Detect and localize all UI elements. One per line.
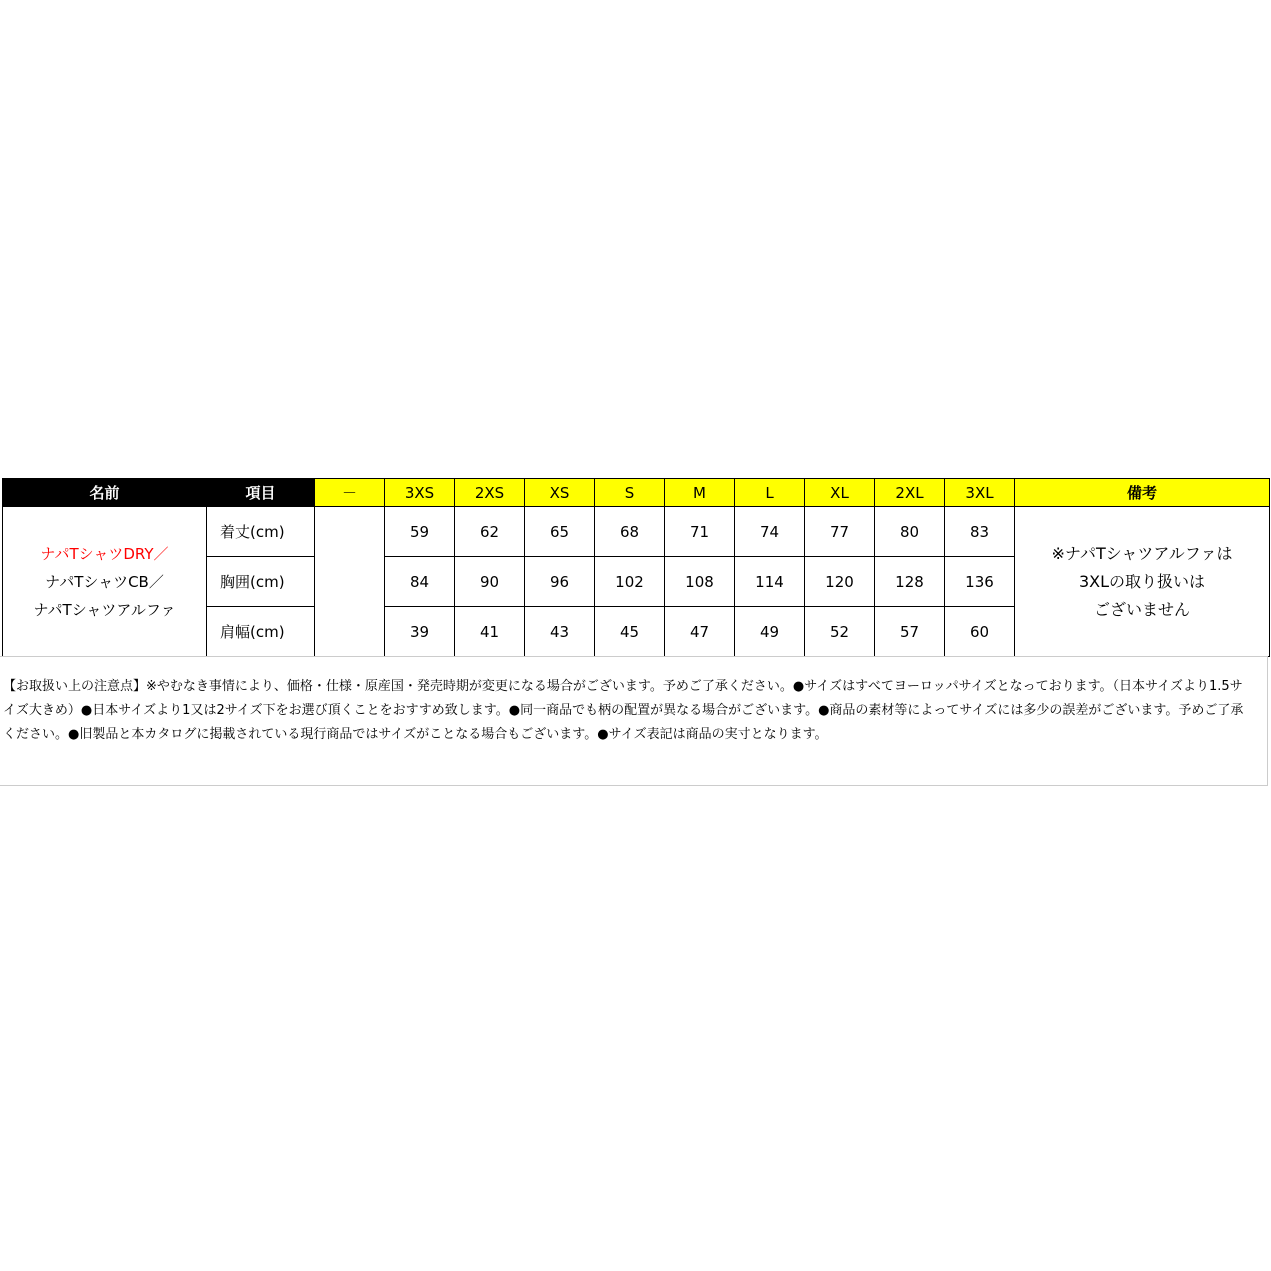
product-names-cell bbox=[3, 507, 207, 657]
size-table bbox=[2, 478, 1270, 657]
product-name-cb: ナパTシャツCB／ bbox=[45, 572, 164, 591]
item-header: 項目 bbox=[207, 479, 315, 507]
table-cell: 80 bbox=[875, 507, 945, 557]
product-name-alpha: ナパTシャツアルファ bbox=[33, 600, 176, 619]
dash-header: － bbox=[315, 479, 385, 507]
table-cell: 65 bbox=[525, 507, 595, 557]
table-cell: 57 bbox=[875, 607, 945, 657]
table-row bbox=[3, 507, 1270, 557]
table-cell: 102 bbox=[595, 557, 665, 607]
dash-column-cell bbox=[315, 507, 385, 657]
table-cell: 114 bbox=[735, 557, 805, 607]
table-cell: 47 bbox=[665, 607, 735, 657]
row-label-shoulder: 肩幅(cm) bbox=[207, 607, 315, 657]
table-cell: 41 bbox=[455, 607, 525, 657]
table-cell: 128 bbox=[875, 557, 945, 607]
header-row bbox=[3, 479, 1270, 507]
size-header-2xs: 2XS bbox=[455, 479, 525, 507]
remarks-line: ございません bbox=[1093, 599, 1190, 619]
table-cell: 49 bbox=[735, 607, 805, 657]
remarks-line: 3XLの取り扱いは bbox=[1078, 571, 1206, 591]
notes-text: 【お取扱い上の注意点】※やむなき事情により、価格・仕様・原産国・発売時期が変更になる場合がございます。予めご了承ください。●サイズはすべてヨーロッパサイズとなっております。（日本サイズより1.5サイズ大きめ）●日本サイズより1又は2サイズ下をお選び頂くことをおすすめ致します。●同一商品でも柄の配置が異なる場合がございます。●商品の素材等によってサイズには多少の誤差がございます。予めご了承ください。●旧製品と本カタログに掲載されている現行商品ではサイズがことなる場合もございます。●サイズ表記は商品の実寸となります。 bbox=[3, 679, 1244, 742]
row-label-length: 着丈(cm) bbox=[207, 507, 315, 557]
size-header-l: L bbox=[735, 479, 805, 507]
table-cell: 77 bbox=[805, 507, 875, 557]
notes-box bbox=[0, 656, 1268, 786]
table-cell: 84 bbox=[385, 557, 455, 607]
table-cell: 96 bbox=[525, 557, 595, 607]
table-cell: 45 bbox=[595, 607, 665, 657]
remarks-header: 備考 bbox=[1015, 479, 1270, 507]
table-cell: 62 bbox=[455, 507, 525, 557]
table-cell: 120 bbox=[805, 557, 875, 607]
size-header-m: M bbox=[665, 479, 735, 507]
table-cell: 108 bbox=[665, 557, 735, 607]
name-header: 名前 bbox=[3, 479, 207, 507]
table-cell: 52 bbox=[805, 607, 875, 657]
row-label-chest: 胸囲(cm) bbox=[207, 557, 315, 607]
remarks-cell bbox=[1015, 507, 1270, 657]
table-cell: 71 bbox=[665, 507, 735, 557]
table-cell: 43 bbox=[525, 607, 595, 657]
size-header-3xs: 3XS bbox=[385, 479, 455, 507]
table-cell: 68 bbox=[595, 507, 665, 557]
remarks-line: ※ナパTシャツアルファは bbox=[1051, 543, 1233, 563]
table-cell: 90 bbox=[455, 557, 525, 607]
table-cell: 60 bbox=[945, 607, 1015, 657]
size-header-xl: XL bbox=[805, 479, 875, 507]
size-header-xs: XS bbox=[525, 479, 595, 507]
table-cell: 83 bbox=[945, 507, 1015, 557]
size-header-s: S bbox=[595, 479, 665, 507]
table-cell: 136 bbox=[945, 557, 1015, 607]
table-cell: 59 bbox=[385, 507, 455, 557]
product-name-dry: ナパTシャツDRY／ bbox=[40, 544, 169, 563]
size-header-3xl: 3XL bbox=[945, 479, 1015, 507]
table-cell: 39 bbox=[385, 607, 455, 657]
table-cell: 74 bbox=[735, 507, 805, 557]
size-header-2xl: 2XL bbox=[875, 479, 945, 507]
